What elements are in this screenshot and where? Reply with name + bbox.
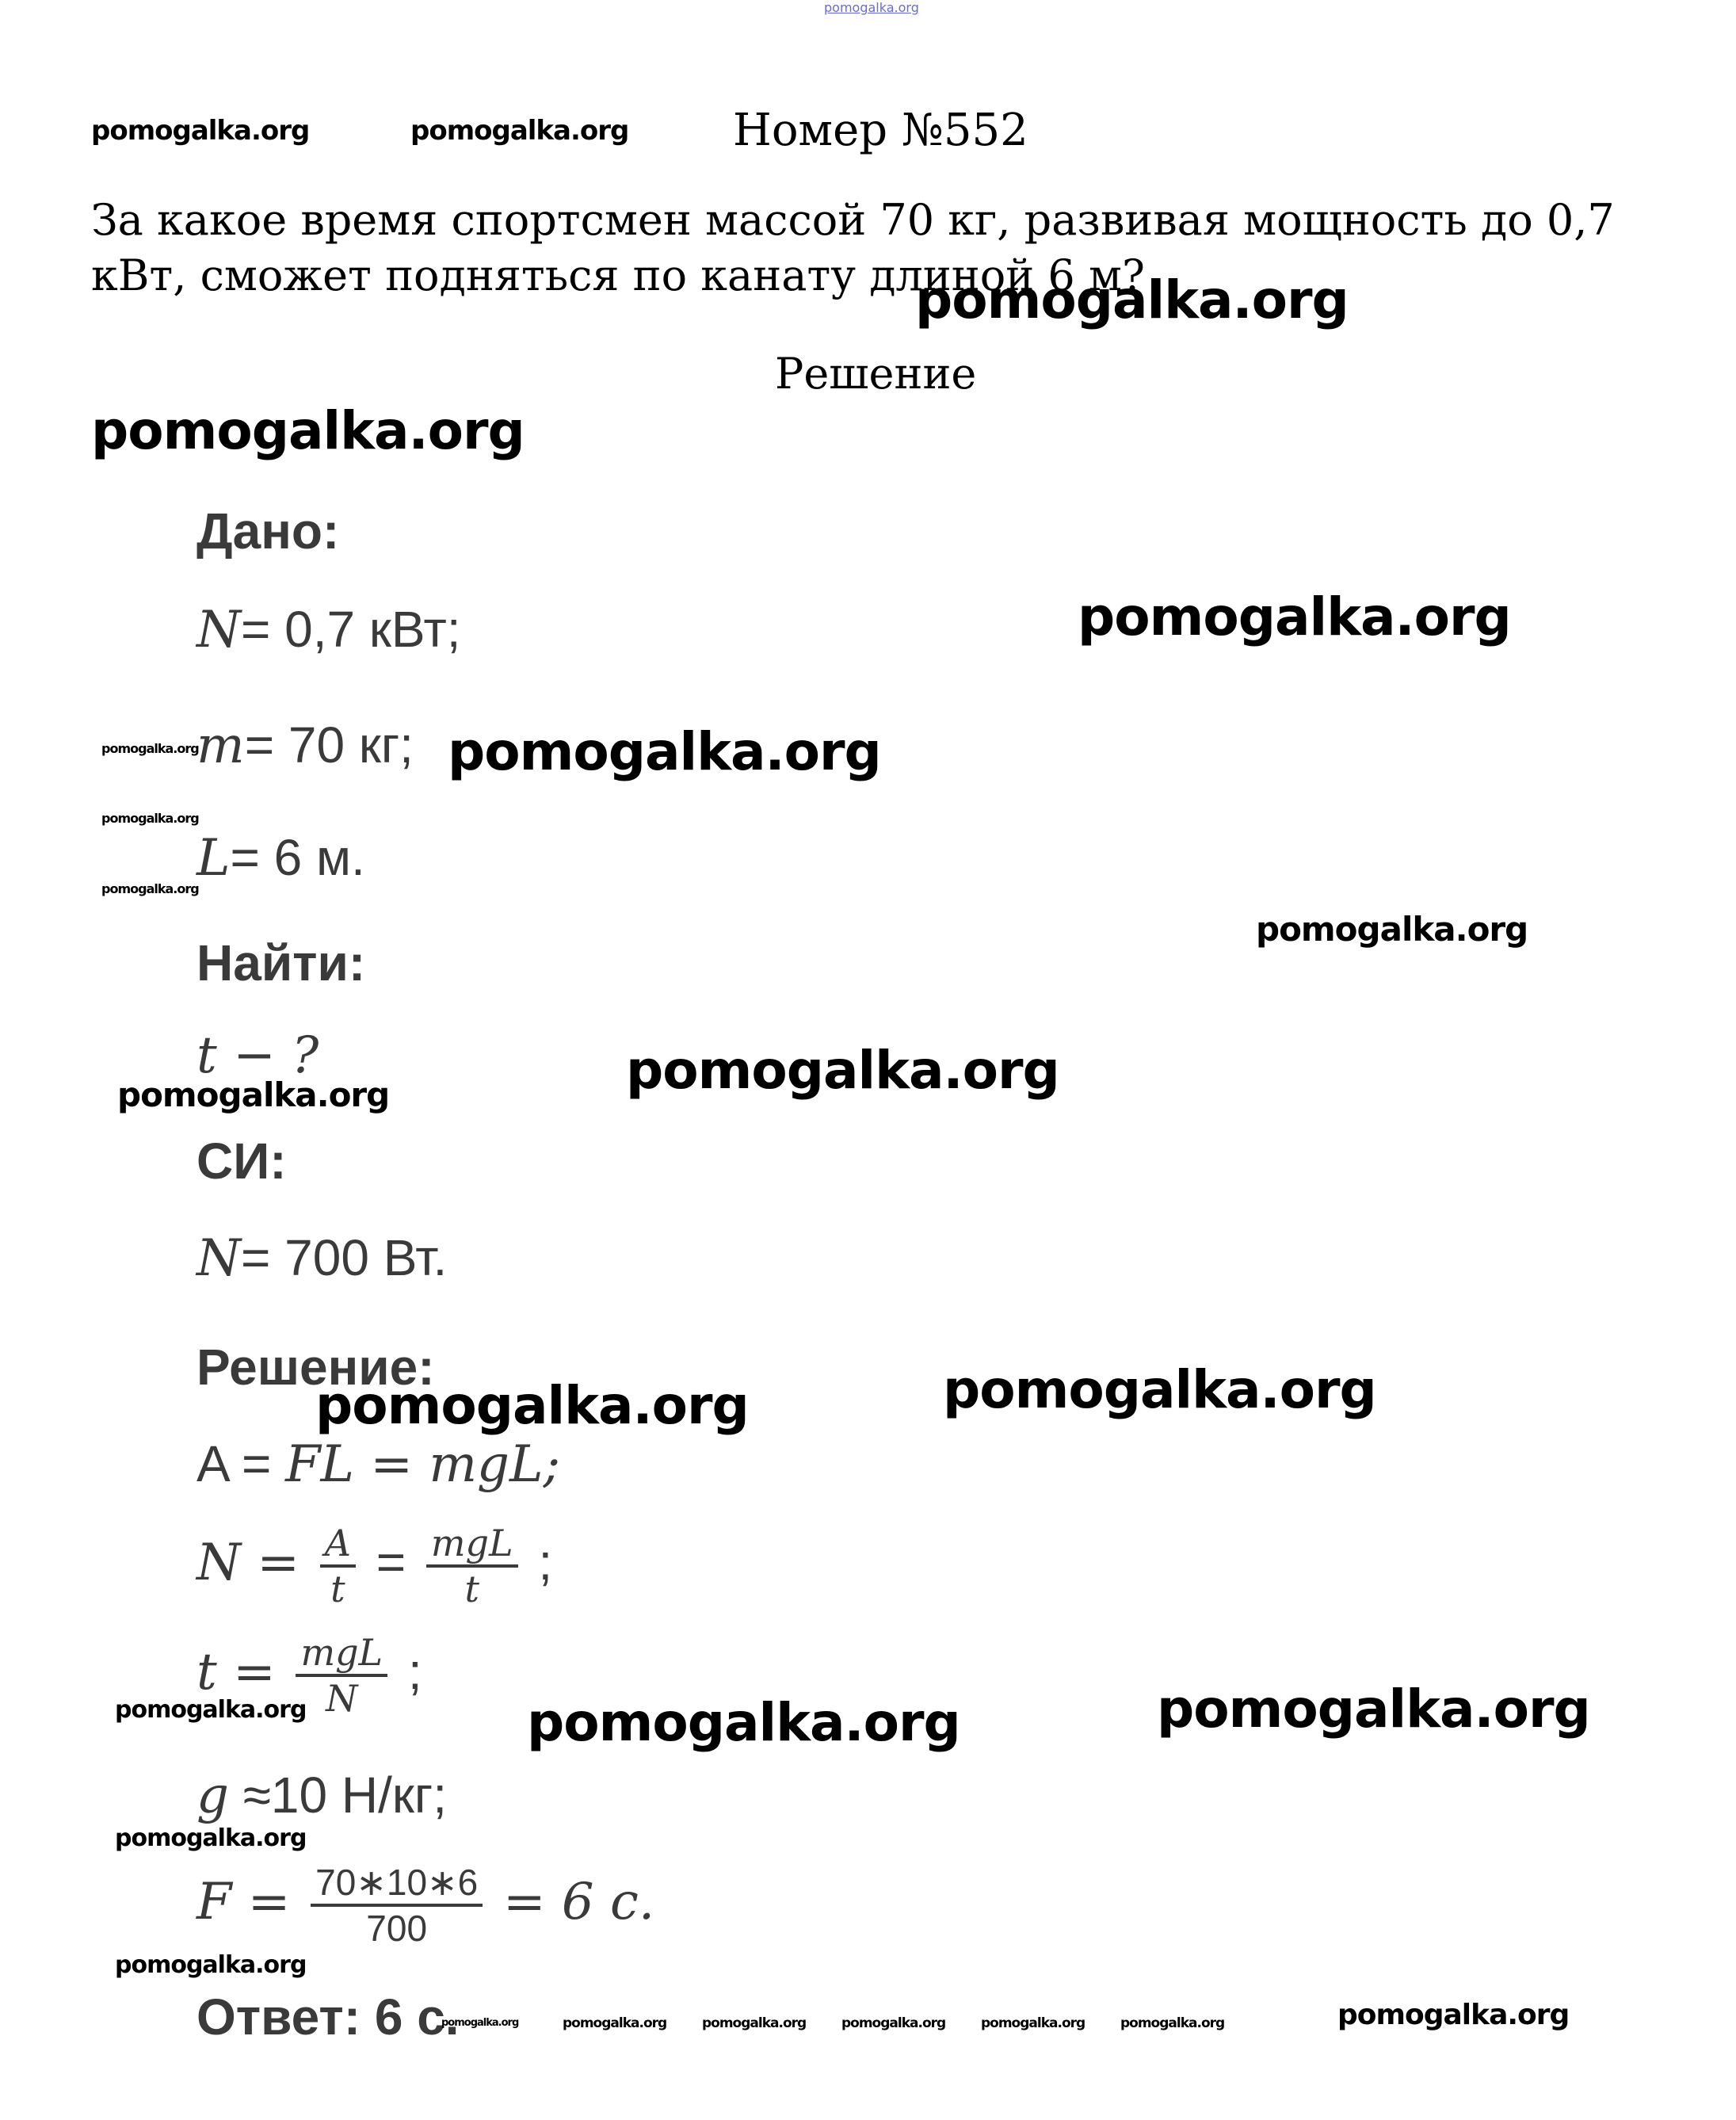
fraction-mgL-over-t: $\frac{\text{mgL}}{t}$ bbox=[426, 1522, 518, 1610]
answer: Ответ: 6 с. bbox=[196, 1988, 460, 2046]
top-watermark-link[interactable]: pomogalka.org bbox=[824, 0, 919, 15]
gravity-constant: g ≈10 Н/кг; bbox=[196, 1767, 447, 1825]
si-label: СИ: bbox=[196, 1133, 287, 1190]
watermark: pomogalka.org bbox=[117, 1075, 390, 1114]
page-title: Номер №552 bbox=[733, 105, 1028, 156]
si-power: N= 700 Вт. bbox=[196, 1229, 448, 1288]
watermark: pomogalka.org bbox=[915, 269, 1349, 330]
watermark: pomogalka.org bbox=[1120, 2015, 1225, 2031]
task-text: За какое время спортсмен массой 70 кг, развивая мощность до 0,7 кВт, сможет подняться по канату длиной 6 м? bbox=[91, 195, 1615, 300]
given-label: Дано: bbox=[196, 502, 340, 560]
watermark: pomogalka.org bbox=[563, 2015, 667, 2031]
watermark: pomogalka.org bbox=[101, 741, 199, 756]
given-power: N= 0,7 кВт; bbox=[196, 601, 461, 659]
watermark: pomogalka.org bbox=[1256, 910, 1528, 949]
find-label: Найти: bbox=[196, 934, 366, 991]
given-length: L= 6 м. bbox=[196, 829, 365, 888]
watermark: pomogalka.org bbox=[981, 2015, 1085, 2031]
solution-heading: Решение bbox=[775, 349, 977, 399]
watermark: pomogalka.org bbox=[527, 1692, 960, 1753]
watermark: pomogalka.org bbox=[1337, 1999, 1570, 2031]
watermark: pomogalka.org bbox=[315, 1375, 749, 1436]
watermark: pomogalka.org bbox=[115, 1951, 307, 1979]
power-formula: N = $\frac{A}{t}$ = $\frac{\text{mgL}}{t}$ ; bbox=[196, 1522, 553, 1610]
watermark: pomogalka.org bbox=[1078, 586, 1511, 647]
watermark: pomogalka.org bbox=[626, 1040, 1059, 1101]
fraction-A-over-t: $\frac{A}{t}$ bbox=[320, 1522, 356, 1610]
watermark: pomogalka.org bbox=[115, 1824, 307, 1852]
symbol-N: N bbox=[196, 601, 241, 659]
symbol-N: N bbox=[196, 1229, 241, 1288]
watermark: pomogalka.org bbox=[441, 2017, 519, 2029]
watermark: pomogalka.org bbox=[1157, 1679, 1590, 1740]
solution-label: Решение: bbox=[196, 1339, 435, 1396]
time-formula: t = $\frac{\text{mgL}}{N}$ ; bbox=[196, 1631, 422, 1720]
watermark: pomogalka.org bbox=[91, 115, 310, 147]
watermark: pomogalka.org bbox=[943, 1359, 1376, 1420]
watermark: pomogalka.org bbox=[410, 115, 629, 147]
calculation: F = $\frac{70∗10∗6}{700}$ = 6 с. bbox=[196, 1862, 655, 1949]
watermark: pomogalka.org bbox=[101, 811, 199, 826]
given-mass: m= 70 кг; bbox=[196, 716, 414, 775]
watermark: pomogalka.org bbox=[841, 2015, 946, 2031]
find-unknown: t − ? bbox=[196, 1026, 319, 1085]
symbol-L: L bbox=[196, 829, 231, 888]
symbol-m: m bbox=[196, 716, 245, 775]
watermark: pomogalka.org bbox=[101, 881, 199, 896]
watermark: pomogalka.org bbox=[91, 400, 525, 461]
watermark: pomogalka.org bbox=[702, 2015, 807, 2031]
work-formula: A = FL = mgL; bbox=[196, 1435, 561, 1494]
fraction-mgL-over-N: $\frac{\text{mgL}}{N}$ bbox=[296, 1631, 387, 1720]
fraction-calculation: $\frac{70∗10∗6}{700}$ bbox=[311, 1861, 483, 1950]
watermark: pomogalka.org bbox=[115, 1696, 307, 1724]
watermark: pomogalka.org bbox=[448, 721, 881, 782]
